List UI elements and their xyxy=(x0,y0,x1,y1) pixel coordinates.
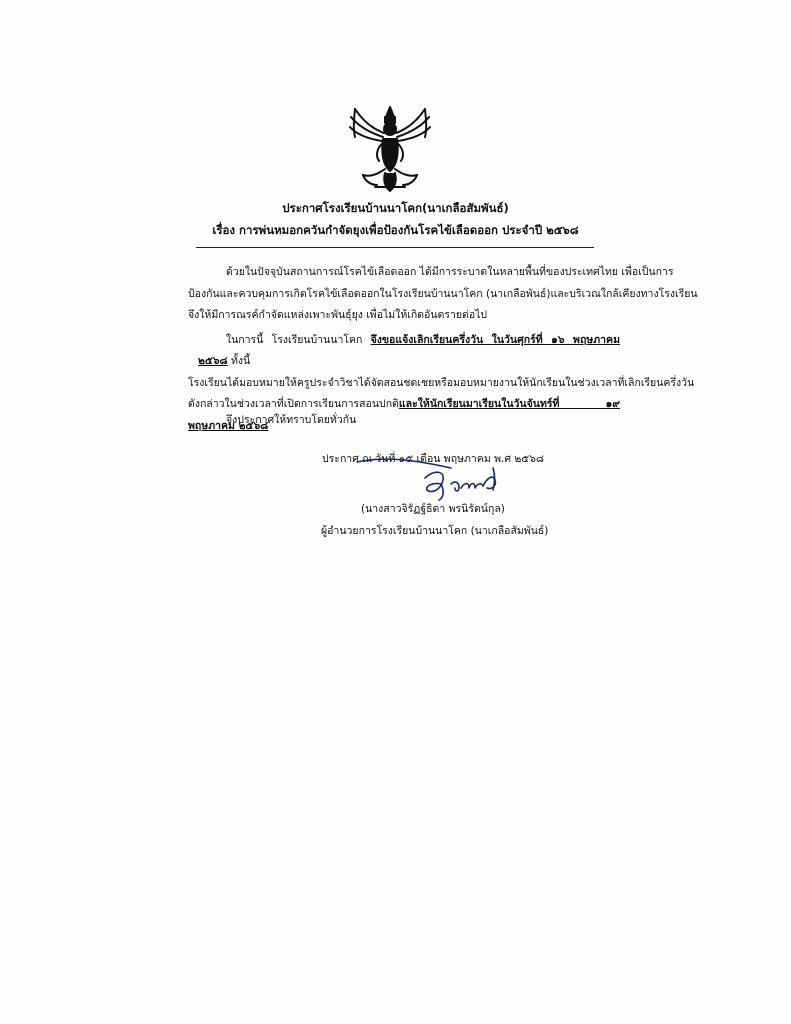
paragraph-1-line-1: ด้วยในปัจจุบันสถานการณ์โรคไข้เลือดออก ได้มีการระบาดในหลายพื้นที่ของประเทศไทย เพื่อเป็นการ xyxy=(226,266,674,278)
paragraph-2-line-3-highlight: และให้นักเรียนมาเรียนในวันจันทร์ที่ ๑๙ พฤษภาคม ๒๕๖๘ xyxy=(188,398,620,432)
paragraph-1-line-2: ป้องกันและควบคุมการเกิดโรคไข้เลือดออกในโรงเรียนบ้านนาโคก (นาเกลือพันธ์)และบริเวณใกล้เคียงทางโรงเรียน xyxy=(188,287,698,300)
paragraph-2-tail: ทั้งนี้ xyxy=(230,355,251,367)
paragraph-2-lead: ในการนี้ โรงเรียนบ้านนาโคก xyxy=(226,333,363,346)
paragraph-1 xyxy=(188,262,698,327)
signer-name: (นางสาวจิรัฏฐ์ธิดา พรนิรัตน์กุล) xyxy=(361,503,505,515)
divider xyxy=(196,247,594,248)
inform-statement: จึงประกาศให้ทราบโดยทั่วกัน xyxy=(226,414,357,426)
paragraph-2-line-3-lead: ดังกล่าวในช่วงเวลาที่เปิดการเรียนการสอนปกติ xyxy=(188,398,399,410)
header xyxy=(150,197,641,241)
paragraph-1-line-3: จึงให้มีการณรค์กำจัดแหล่งเพาะพันธุ์ยุง เพื่อไม่ให้เกิดอันตรายต่อไป xyxy=(188,309,488,321)
announcement-title: ประกาศโรงเรียนบ้านนาโคก(นาเกลือสัมพันธ์) xyxy=(282,201,509,215)
paragraph-2-highlight: จึงขอแจ้งเลิกเรียนครึ่งวัน ในวันศุกร์ที่ ๑๖ พฤษภาคม ๒๕๖๘ xyxy=(198,333,620,367)
paragraph-2-line-2: โรงเรียนได้มอบหมายให้ครูประจำวิชาได้จัดสอนชดเชยหรือมอบหมายงานให้นักเรียนในช่วงเวลาที่เลิกเรียนครึ่งวัน xyxy=(188,376,695,389)
issued-date: ประกาศ ณ วันที่ ๑๕ เดือน พฤษภาคม พ.ศ ๒๕๖๘ xyxy=(322,453,544,465)
garuda-emblem-icon xyxy=(345,103,435,195)
announcement-subject: เรื่อง การพ่นหมอกควันกำจัดยุงเพื่อป้องกันโรคไข้เลือดออก ประจำปี ๒๕๖๘ xyxy=(212,223,579,237)
signer-role: ผู้อำนวยการโรงเรียนบ้านนาโคก (นาเกลือสัมพันธ์) xyxy=(321,525,549,537)
